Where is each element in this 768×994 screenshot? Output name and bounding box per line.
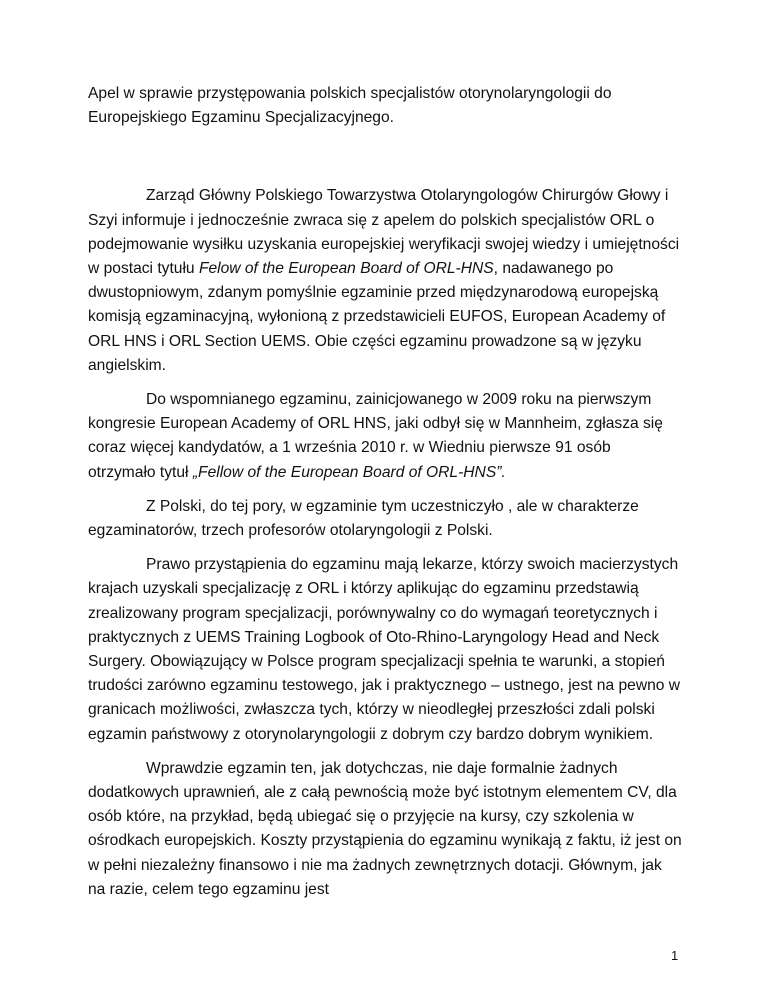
paragraph-exam-history [88,388,682,485]
paragraph-1-text-end: , nadawanego po dwustopniowym, zdanym pomyślnie egzaminie przed międzynarodową europejską komisją egzaminacyjną, wyłonioną z przedstawicieli EUFOS, European Academy of ORL HNS i ORL Section UEMS. Obie części egzaminu prowadzone są w języku angielskim. [88,260,666,374]
fellow-title-italic: Felow of the European Board of ORL-HNS [198,260,494,278]
fellow-title-quote-italic: „Fellow of the European Board of ORL-HNS”. [192,463,506,481]
paragraph-board-announcement [88,184,682,378]
document-title: Apel w sprawie przystępowania polskich specjalistów otorynolaryngologii do Europejskiego Egzaminu Specjalizacyjnego. [88,85,612,127]
paragraph-2-text: Do wspomnianego egzaminu, zainicjowanego w 2009 roku na pierwszym kongresie European Academy of ORL HNS, jaki odbył się w Mannheim, zgłasza się coraz więcej kandydatów, a 1 września 2010 r. w Wiedniu pierwsze 91 osób otrzymało tytuł [88,391,663,481]
document-body [88,82,682,912]
paragraph-benefits-costs: Wprawdzie egzamin ten, jak dotychczas, nie daje formalnie żadnych dodatkowych uprawnień, ale z całą pewnością może być istotnym elementem CV, dla osób które, na przykład, będą ubiegać się o przyjęcie na kursy, czy szkolenia w ośrodkach europejskich. Koszty przystąpienia do egzaminu wynikają z faktu, iż jest on w pełni niezależny finansowo i nie ma żadnych zewnętrznych dotacji. Głównym, jak na razie, celem tego egzaminu jest [88,759,682,898]
page-number: 1 [671,948,679,963]
paragraph-eligibility: Prawo przystąpienia do egzaminu mają lekarze, którzy swoich macierzystych krajach uzyskali specjalizację z ORL i którzy aplikując do egzaminu przedstawią zrealizowany program specjalizacji, porównywalny co do wymagań teoretycznych i praktycznych z UEMS Training Logbook of Oto-Rhino-Laryngology Head and Neck Surgery. Obowiązujący w Polsce program specjalizacji spełnia te warunki, a stopień trudości zarówno egzaminu testowego, jak i praktycznego – ustnego, jest na pewno w granicach możliwości, zwłaszcza tych, którzy w nieodległej przeszłości zdali polski egzamin państwowy z otorynolaryngologii z dobrym czy bardzo dobrym wynikiem. [88,556,681,743]
paragraph-1-text-start: Zarząd Główny Polskiego Towarzystwa Otolaryngologów Chirurgów Głowy i Szyi informuje i jednocześnie zwraca się z apelem do polskich specjalistów ORL o podejmowanie wysiłku uzyskania europejskiej weryfikacji swojej wiedzy i umiejętności w postaci tytułu [88,187,680,278]
paragraph-polish-participation: Z Polski, do tej pory, w egzaminie tym uczestniczyło , ale w charakterze egzaminatorów, trzech profesorów otolaryngologii z Polski. [88,497,639,540]
